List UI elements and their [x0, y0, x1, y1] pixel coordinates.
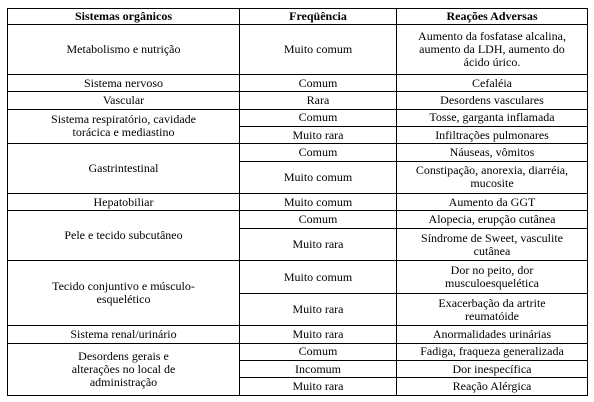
- system-line: Gastrintestinal: [88, 161, 159, 176]
- cell-frequency: Muito comum: [240, 194, 397, 211]
- adverse-reactions-table: [7, 8, 588, 396]
- reaction-line: Anormalidades urinárias: [432, 327, 552, 342]
- cell-frequency: Muito rara: [240, 126, 397, 143]
- cell-frequency: Muito comum: [240, 25, 397, 75]
- cell-reaction: [397, 261, 588, 294]
- system-line: esquelético: [96, 292, 151, 307]
- reaction-line: Aumento da GGT: [448, 194, 536, 209]
- reaction-line: Constipação, anorexia, diarréia,: [415, 163, 569, 178]
- table-row: [8, 343, 588, 360]
- system-line: Sistema respiratório, cavidade: [51, 112, 196, 127]
- cell-reaction: [397, 326, 588, 343]
- cell-reaction: [397, 144, 588, 161]
- reaction-line: Reação Alérgica: [452, 379, 532, 394]
- cell-reaction: [397, 92, 588, 109]
- cell-system: [8, 74, 240, 91]
- reaction-line: Fadiga, fraqueza generalizada: [420, 344, 564, 359]
- cell-system: [8, 92, 240, 109]
- cell-reaction: [397, 228, 588, 261]
- cell-reaction: [397, 378, 588, 396]
- cell-frequency: Muito rara: [240, 293, 397, 326]
- cell-reaction: [397, 343, 588, 360]
- system-line: Hepatobiliar: [93, 194, 154, 209]
- reaction-line: Dor no peito, dor: [450, 263, 534, 278]
- cell-reaction: [397, 161, 588, 194]
- table-row: [8, 261, 588, 294]
- system-line: administração: [89, 374, 158, 389]
- cell-frequency: Rara: [240, 92, 397, 109]
- cell-system: [8, 326, 240, 343]
- header-reactions: Reações Adversas: [397, 9, 588, 25]
- cell-reaction: [397, 126, 588, 143]
- table-row: [8, 92, 588, 109]
- system-line: Sistema renal/urinário: [70, 327, 177, 342]
- reaction-line: reumatóide: [465, 308, 519, 323]
- system-line: alterações no local de: [71, 361, 176, 376]
- reaction-line: Síndrome de Sweet, vasculite: [421, 230, 563, 245]
- cell-frequency: Muito comum: [240, 161, 397, 194]
- cell-reaction: [397, 293, 588, 326]
- cell-system: [8, 211, 240, 261]
- cell-reaction: [397, 109, 588, 126]
- reaction-line: Cefaléia: [472, 75, 512, 90]
- reaction-line: Náuseas, vômitos: [449, 144, 535, 159]
- reaction-line: musculoesquelética: [445, 276, 539, 291]
- reaction-line: Aumento da fosfatase alcalina,: [418, 28, 566, 43]
- reaction-line: Tosse, garganta inflamada: [429, 110, 555, 125]
- system-line: Pele e tecido subcutâneo: [64, 228, 183, 243]
- cell-reaction: [397, 25, 588, 75]
- table-row: [8, 326, 588, 343]
- header-row: [8, 9, 588, 25]
- cell-system: [8, 144, 240, 194]
- cell-frequency: Muito comum: [240, 261, 397, 294]
- cell-system: [8, 343, 240, 395]
- table-row: [8, 74, 588, 91]
- system-line: Metabolismo e nutrição: [66, 41, 181, 56]
- table-row: [8, 25, 588, 75]
- cell-frequency: Muito rara: [240, 378, 397, 396]
- reaction-line: mucosite: [470, 176, 514, 191]
- reaction-line: Alopecia, erupção cutânea: [428, 212, 556, 227]
- reaction-line: Desordens vasculares: [440, 92, 544, 107]
- system-line: Vascular: [102, 92, 145, 107]
- cell-frequency: Muito rara: [240, 228, 397, 261]
- cell-system: [8, 261, 240, 326]
- cell-frequency: Comum: [240, 74, 397, 91]
- table-row: [8, 109, 588, 126]
- cell-frequency: Comum: [240, 211, 397, 228]
- cell-system: [8, 25, 240, 75]
- table-row: [8, 194, 588, 211]
- cell-system: [8, 109, 240, 144]
- reaction-line: Exacerbação da artrite: [438, 295, 546, 310]
- cell-frequency: Muito rara: [240, 326, 397, 343]
- table-row: [8, 211, 588, 228]
- cell-reaction: [397, 361, 588, 378]
- reaction-line: Infiltrações pulmonares: [435, 127, 549, 142]
- cell-reaction: [397, 74, 588, 91]
- cell-reaction: [397, 194, 588, 211]
- header-frequency: Freqüência: [240, 9, 397, 25]
- reaction-line: ácido úrico.: [463, 54, 521, 69]
- system-line: Desordens gerais e: [78, 348, 169, 363]
- system-line: torácica e mediastino: [72, 125, 175, 140]
- cell-reaction: [397, 211, 588, 228]
- system-line: Sistema nervoso: [84, 75, 163, 90]
- header-system: Sistemas orgânicos: [8, 9, 240, 25]
- cell-frequency: Comum: [240, 343, 397, 360]
- table-header: [8, 9, 588, 25]
- system-line: Tecido conjuntivo e músculo-: [52, 279, 195, 294]
- cell-frequency: Comum: [240, 144, 397, 161]
- cell-frequency: Comum: [240, 109, 397, 126]
- cell-frequency: Incomum: [240, 361, 397, 378]
- reaction-line: cutânea: [473, 243, 511, 258]
- reaction-line: aumento da LDH, aumento do: [419, 41, 565, 56]
- table-row: [8, 144, 588, 161]
- reaction-line: Dor inespecífica: [452, 361, 532, 376]
- cell-system: [8, 194, 240, 211]
- table-body: [8, 25, 588, 396]
